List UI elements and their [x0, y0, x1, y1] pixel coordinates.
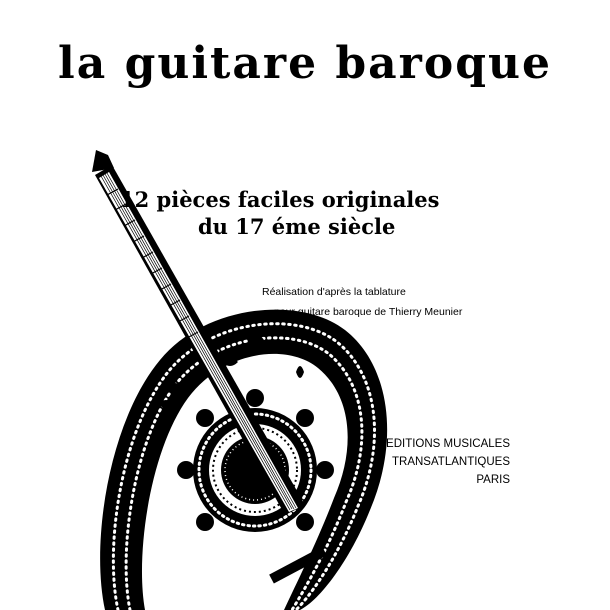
publisher-line-1: EDITIONS MUSICALES — [386, 438, 510, 450]
cover-subtitle — [110, 186, 470, 240]
subtitle-line-1: 12 pièces faciles originales — [120, 187, 440, 212]
publisher-block — [360, 435, 510, 489]
realisation-note — [262, 282, 562, 322]
realisation-line-1: Réalisation d'après la tablature — [262, 286, 406, 298]
subtitle-line-2: du 17 éme siècle — [198, 214, 396, 239]
realisation-line-2: pour guitare baroque de Thierry Meunier — [274, 306, 463, 318]
cover-title: la guitare baroque — [58, 38, 552, 89]
publisher-line-3: PARIS — [476, 474, 510, 486]
publisher-line-2: TRANSATLANTIQUES — [392, 456, 510, 468]
